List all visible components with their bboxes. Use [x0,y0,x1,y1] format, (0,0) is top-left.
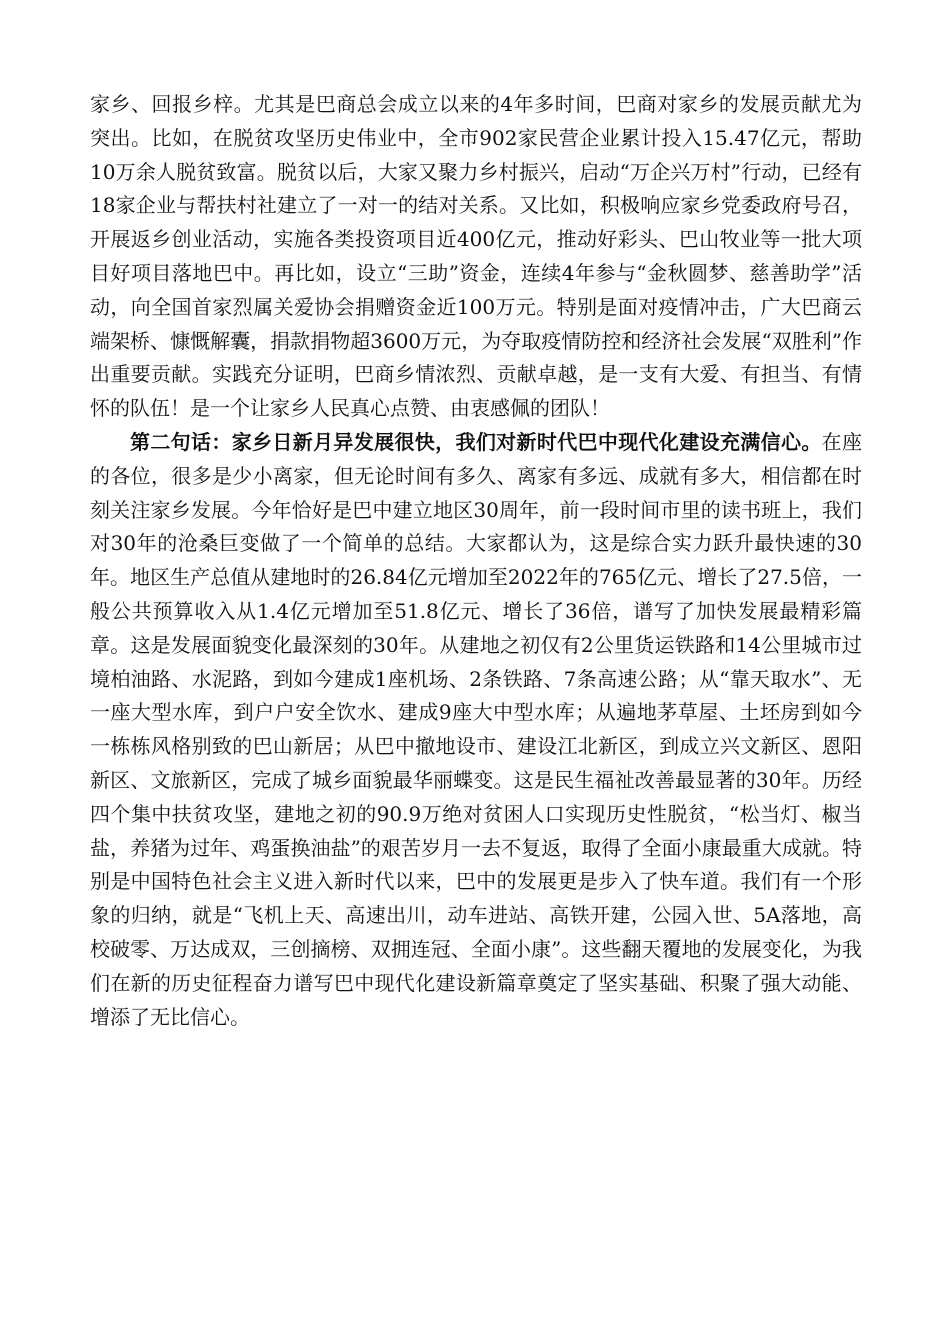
paragraph-2-lead: 第二句话：家乡日新月异发展很快，我们对新时代巴中现代化建设充满信心。 [130,429,822,454]
paragraph-1 [90,88,862,426]
document-page [90,88,862,1034]
paragraph-2 [90,426,862,1034]
paragraph-2-body: 在座的各位，很多是少小离家，但无论时间有多久、离家有多远、成就有多大，相信都在时刻关注家乡发展。今年恰好是巴中建立地区30周年，前一段时间市里的读书班上，我们对30年的沧桑巨变做了一个简单的总结。大家都认为，这是综合实力跃升最快速的30年。地区生产总值从建地时的26.84亿元增加至2022年的765亿元、增长了27.5倍，一般公共预算收入从1.4亿元增加至51.8亿元、增长了36倍，谱写了加快发展最精彩篇章。这是发展面貌变化最深刻的30年。从建地之初仅有2公里货运铁路和14公里城市过境柏油路、水泥路，到如今建成1座机场、2条铁路、7条高速公路；从“靠天取水”、无一座大型水库，到户户安全饮水、建成9座大中型水库；从遍地茅草屋、土坯房到如今一栋栋风格别致的巴山新居；从巴中撤地设市、建设江北新区，到成立兴文新区、恩阳新区、文旅新区，完成了城乡面貌最华丽蝶变。这是民生福祉改善最显著的30年。历经四个集中扶贫攻坚，建地之初的90.9万绝对贫困人口实现历史性脱贫，“松当灯、椒当盐，养猪为过年、鸡蛋换油盐”的艰苦岁月一去不复返，取得了全面小康最重大成就。特别是中国特色社会主义进入新时代以来，巴中的发展更是步入了快车道。我们有一个形象的归纳，就是“飞机上天、高速出川，动车进站、高铁开建，公园入世、5A落地，高校破零、万达成双，三创摘榜、双拥连冠、全面小康”。这些翻天覆地的发展变化，为我们在新的历史征程奋力谱写巴中现代化建设新篇章奠定了坚实基础、积聚了强大动能、增添了无比信心。 [90,429,863,1029]
paragraph-1-body: 家乡、回报乡梓。尤其是巴商总会成立以来的4年多时间，巴商对家乡的发展贡献尤为突出。比如，在脱贫攻坚历史伟业中，全市902家民营企业累计投入15.47亿元，帮助10万余人脱贫致富。脱贫以后，大家又聚力乡村振兴，启动“万企兴万村”行动，已经有18家企业与帮扶村社建立了一对一的结对关系。又比如，积极响应家乡党委政府号召，开展返乡创业活动，实施各类投资项目近400亿元，推动好彩头、巴山牧业等一批大项目好项目落地巴中。再比如，设立“三助”资金，连续4年参与“金秋圆梦、慈善助学”活动，向全国首家烈属关爱协会捐赠资金近100万元。特别是面对疫情冲击，广大巴商云端架桥、慷慨解囊，捐款捐物超3600万元，为夺取疫情防控和经济社会发展“双胜利”作出重要贡献。实践充分证明，巴商乡情浓烈、贡献卓越，是一支有大爱、有担当、有情怀的队伍！是一个让家乡人民真心点赞、由衷感佩的团队！ [90,92,862,421]
